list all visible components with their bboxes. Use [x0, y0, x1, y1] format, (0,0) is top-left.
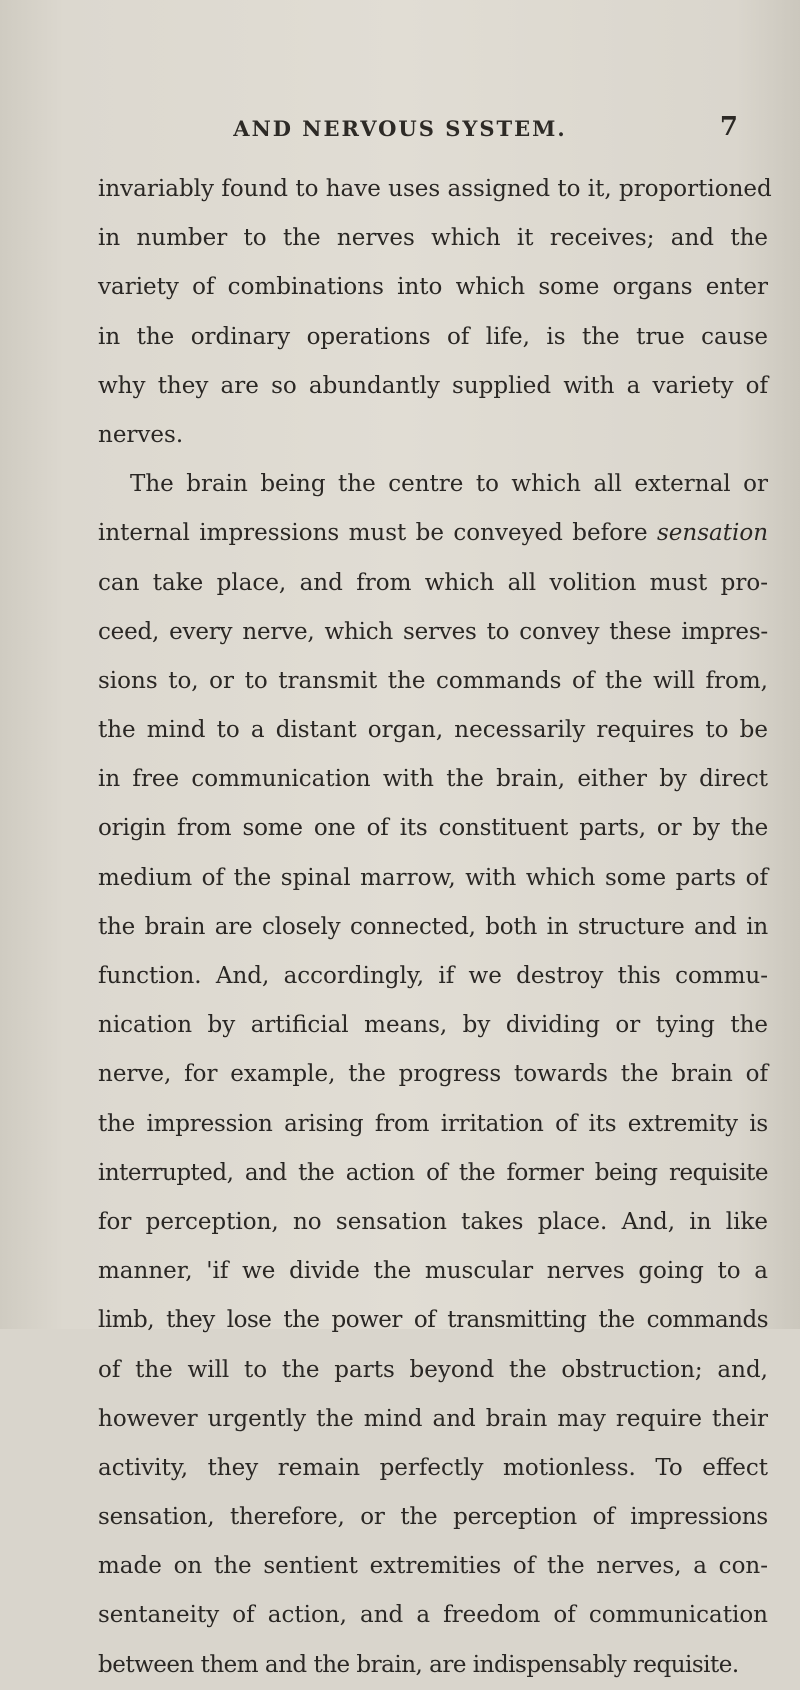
- text-line: ceed, every nerve, which serves to convey these impres-: [98, 618, 768, 645]
- text-segment: internal impressions must be conveyed before: [98, 520, 648, 547]
- text-line: in the ordinary operations of life, is the true cause: [98, 323, 768, 350]
- text-line: function. And, accordingly, if we destroy this commu-: [98, 963, 768, 989]
- text-line: manner, 'if we divide the muscular nerves going to a: [98, 1258, 768, 1285]
- text-line: the brain are closely connected, both in structure and in: [98, 913, 768, 940]
- text-line: [98, 509, 768, 558]
- text-line: nerve, for example, the progress towards the brain of: [98, 1061, 768, 1088]
- text-line: of the will to the parts beyond the obstruction; and,: [98, 1356, 768, 1383]
- text-line: variety of combinations into which some organs enter: [98, 274, 768, 301]
- text-line: sions to, or to transmit the commands of the will from,: [98, 667, 768, 694]
- text-line: why they are so abundantly supplied with a variety of: [98, 372, 768, 399]
- text-line: limb, they lose the power of transmitting the commands: [98, 1307, 768, 1334]
- text-line: can take place, and from which all volition must pro-: [98, 569, 768, 596]
- running-title: AND NERVOUS SYSTEM.: [233, 116, 567, 141]
- text-line: sentaneity of action, and a freedom of communication: [98, 1602, 768, 1629]
- text-line: for perception, no sensation takes place. And, in like: [98, 1208, 768, 1235]
- text-line: nication by artificial means, by dividing or tying the: [98, 1012, 768, 1039]
- italic-word: sensation: [657, 520, 769, 547]
- page-number: 7: [719, 112, 738, 142]
- text-line: the impression arising from irritation of its extremity is: [98, 1110, 768, 1137]
- body-text: [98, 165, 772, 1690]
- text-line: made on the sentient extremities of the nerves, a con-: [98, 1553, 768, 1580]
- text-line: however urgently the mind and brain may require their: [98, 1405, 768, 1432]
- running-head: [0, 110, 800, 150]
- text-line: nerves.: [98, 421, 184, 448]
- text-line: activity, they remain perfectly motionless. To effect: [98, 1454, 768, 1481]
- text-line: medium of the spinal marrow, with which some parts of: [98, 864, 768, 891]
- text-line: in number to the nerves which it receives; and the: [98, 225, 768, 252]
- text-line: the mind to a distant organ, necessarily requires to be: [98, 717, 768, 744]
- text-line: origin from some one of its constituent parts, or by the: [98, 815, 768, 842]
- paragraph-start-line: The brain being the centre to which all external or: [130, 471, 768, 498]
- text-line: between them and the brain, are indispensably requisite.: [98, 1651, 739, 1678]
- text-line: in free communication with the brain, either by direct: [98, 766, 768, 793]
- text-line: interrupted, and the action of the former being requisite: [98, 1159, 768, 1186]
- text-line: invariably found to have uses assigned to it, proportioned: [98, 176, 772, 202]
- text-line: sensation, therefore, or the perception of impressions: [98, 1504, 768, 1531]
